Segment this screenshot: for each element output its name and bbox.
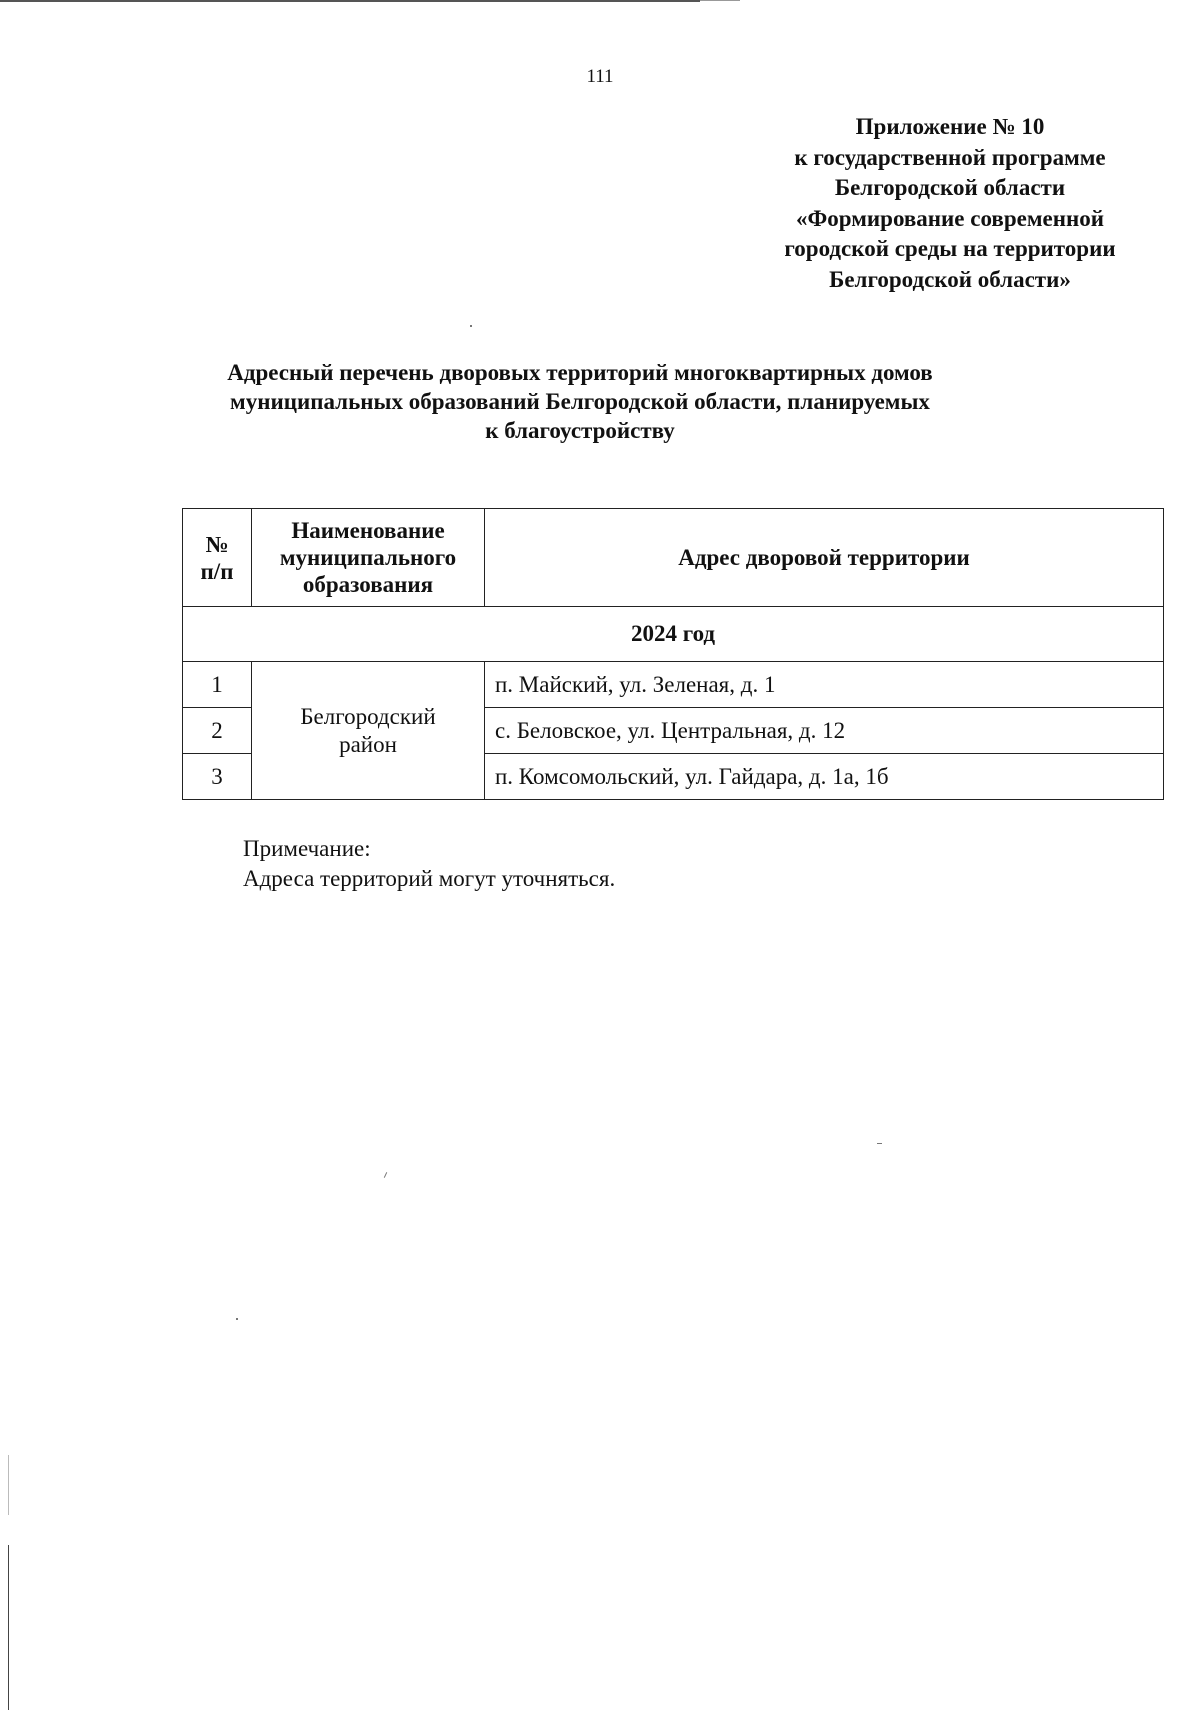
scan-speck — [470, 325, 472, 327]
year-cell: 2024 год — [183, 607, 1164, 662]
title-line: к благоустройству — [485, 418, 675, 443]
appendix-line: Приложение № 10 — [855, 114, 1045, 139]
document-title — [150, 358, 1010, 445]
appendix-line: «Формирование современной — [796, 205, 1104, 231]
header-number-line: п/п — [200, 558, 234, 584]
appendix-line: Белгородской области» — [829, 266, 1071, 292]
note — [243, 834, 615, 894]
scan-margin-line — [8, 1455, 9, 1515]
municipality-line: Белгородский — [300, 703, 436, 729]
municipality-line: район — [339, 731, 397, 757]
header-address: Адрес дворовой территории — [485, 509, 1164, 607]
appendix-line: Белгородской области — [834, 175, 1066, 200]
scan-speck — [877, 1143, 882, 1144]
note-label: Примечание: — [243, 836, 371, 861]
row-address: п. Майский, ул. Зеленая, д. 1 — [485, 662, 1164, 708]
header-number — [183, 509, 252, 607]
table-row — [183, 662, 1164, 708]
address-table — [182, 508, 1164, 800]
header-municipality-line: образования — [302, 572, 434, 597]
row-number: 1 — [183, 662, 252, 708]
title-line: Адресный перечень дворовых территорий многоквартирных домов — [227, 360, 933, 385]
scan-speck — [236, 1318, 238, 1320]
row-number: 3 — [183, 754, 252, 800]
header-municipality-line: Наименование — [291, 518, 445, 543]
scan-edge-line-faint — [700, 0, 740, 1]
appendix-line: к государственной программе — [794, 144, 1106, 170]
note-text: Адреса территорий могут уточняться. — [243, 866, 616, 891]
scan-speck — [384, 1172, 387, 1178]
header-number-line: № — [205, 531, 229, 557]
row-number: 2 — [183, 708, 252, 754]
appendix-line: городской среды на территории — [784, 236, 1116, 261]
row-address: с. Беловское, ул. Центральная, д. 12 — [485, 708, 1164, 754]
page-number: 111 — [586, 66, 614, 87]
title-line: муниципальных образований Белгородской области, планируемых — [230, 389, 930, 414]
header-municipality-line: муниципального — [279, 545, 457, 570]
scan-margin-line — [8, 1545, 9, 1710]
header-municipality — [252, 509, 485, 607]
table-header-row — [183, 509, 1164, 607]
appendix-header — [700, 112, 1200, 295]
scan-edge-line — [0, 0, 700, 2]
municipality-cell — [252, 662, 485, 800]
row-address: п. Комсомольский, ул. Гайдара, д. 1а, 1б — [485, 754, 1164, 800]
year-row — [183, 607, 1164, 662]
